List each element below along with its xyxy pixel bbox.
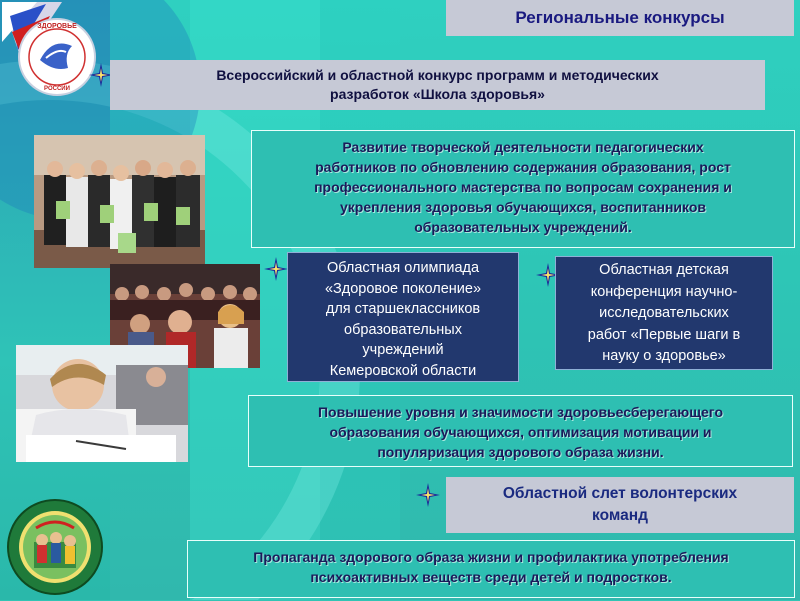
- contest-line: Всероссийский и областной конкурс программ и методических: [216, 67, 659, 83]
- olympiad-line: «Здоровое поколение»: [324, 280, 482, 297]
- svg-text:ЗДОРОВЬЕ: ЗДОРОВЬЕ: [37, 23, 77, 30]
- propaganda-line: психоактивных веществ среди детей и подростков.: [310, 569, 672, 585]
- conference-line: науку о здоровье»: [602, 348, 726, 364]
- conference-line: конференция научно-: [590, 283, 738, 300]
- olympiad-line: образовательных: [344, 321, 462, 338]
- volunteers-line: команд: [592, 507, 648, 524]
- teacher-development-box: [251, 130, 795, 248]
- olympiad-line: Областная олимпиада: [326, 260, 480, 276]
- conference-line: Областная детская: [599, 262, 729, 278]
- health-education-level-box: [248, 395, 793, 467]
- conference-line: исследовательских: [599, 305, 729, 321]
- level-line: Повышение уровня и значимости здоровьесберегающего: [317, 404, 723, 420]
- zdorovaya-shkola-logo-icon: [2, 2, 102, 102]
- healthy-lifestyle-propaganda-box: [187, 540, 795, 598]
- school-health-contest-box: [110, 60, 765, 110]
- development-line: образовательных учреждений.: [414, 219, 632, 235]
- sparkle-icon: [415, 482, 441, 508]
- olympiad-line: Кемеровской области: [329, 362, 477, 379]
- level-line: популяризация здорового образа жизни.: [377, 444, 664, 460]
- development-line: укрепления здоровья обучающихся, воспитанников: [339, 199, 707, 215]
- svg-text:РОССИИ: РОССИИ: [44, 86, 70, 92]
- sparkle-icon: [263, 256, 289, 282]
- olympiad-line: для старшеклассников: [325, 301, 481, 317]
- volunteer-logo-icon: [6, 498, 104, 596]
- page-title: Региональные конкурсы: [446, 0, 794, 36]
- olympiad-line: учреждений: [362, 342, 444, 358]
- propaganda-line: Пропаганда здорового образа жизни и профилактика употребления: [253, 549, 729, 565]
- development-line: работников по обновлению содержания образования, рост: [315, 159, 731, 175]
- conference-box: [555, 256, 773, 370]
- level-line: образования обучающихся, оптимизация мотивации и: [329, 424, 712, 440]
- conference-line: работ «Первые шаги в: [587, 326, 741, 343]
- students-with-diplomas-photo: [34, 135, 205, 268]
- contest-line: разработок «Школа здоровья»: [330, 86, 545, 102]
- volunteers-line: Областной слет волонтерских: [502, 485, 738, 502]
- development-line: профессионального мастерства по вопросам сохранения и: [314, 179, 732, 195]
- volunteer-rally-box: [446, 477, 794, 533]
- olympiad-box: [287, 252, 519, 382]
- development-line: Развитие творческой деятельности педагогических: [342, 139, 704, 155]
- student-writing-photo: [16, 345, 188, 462]
